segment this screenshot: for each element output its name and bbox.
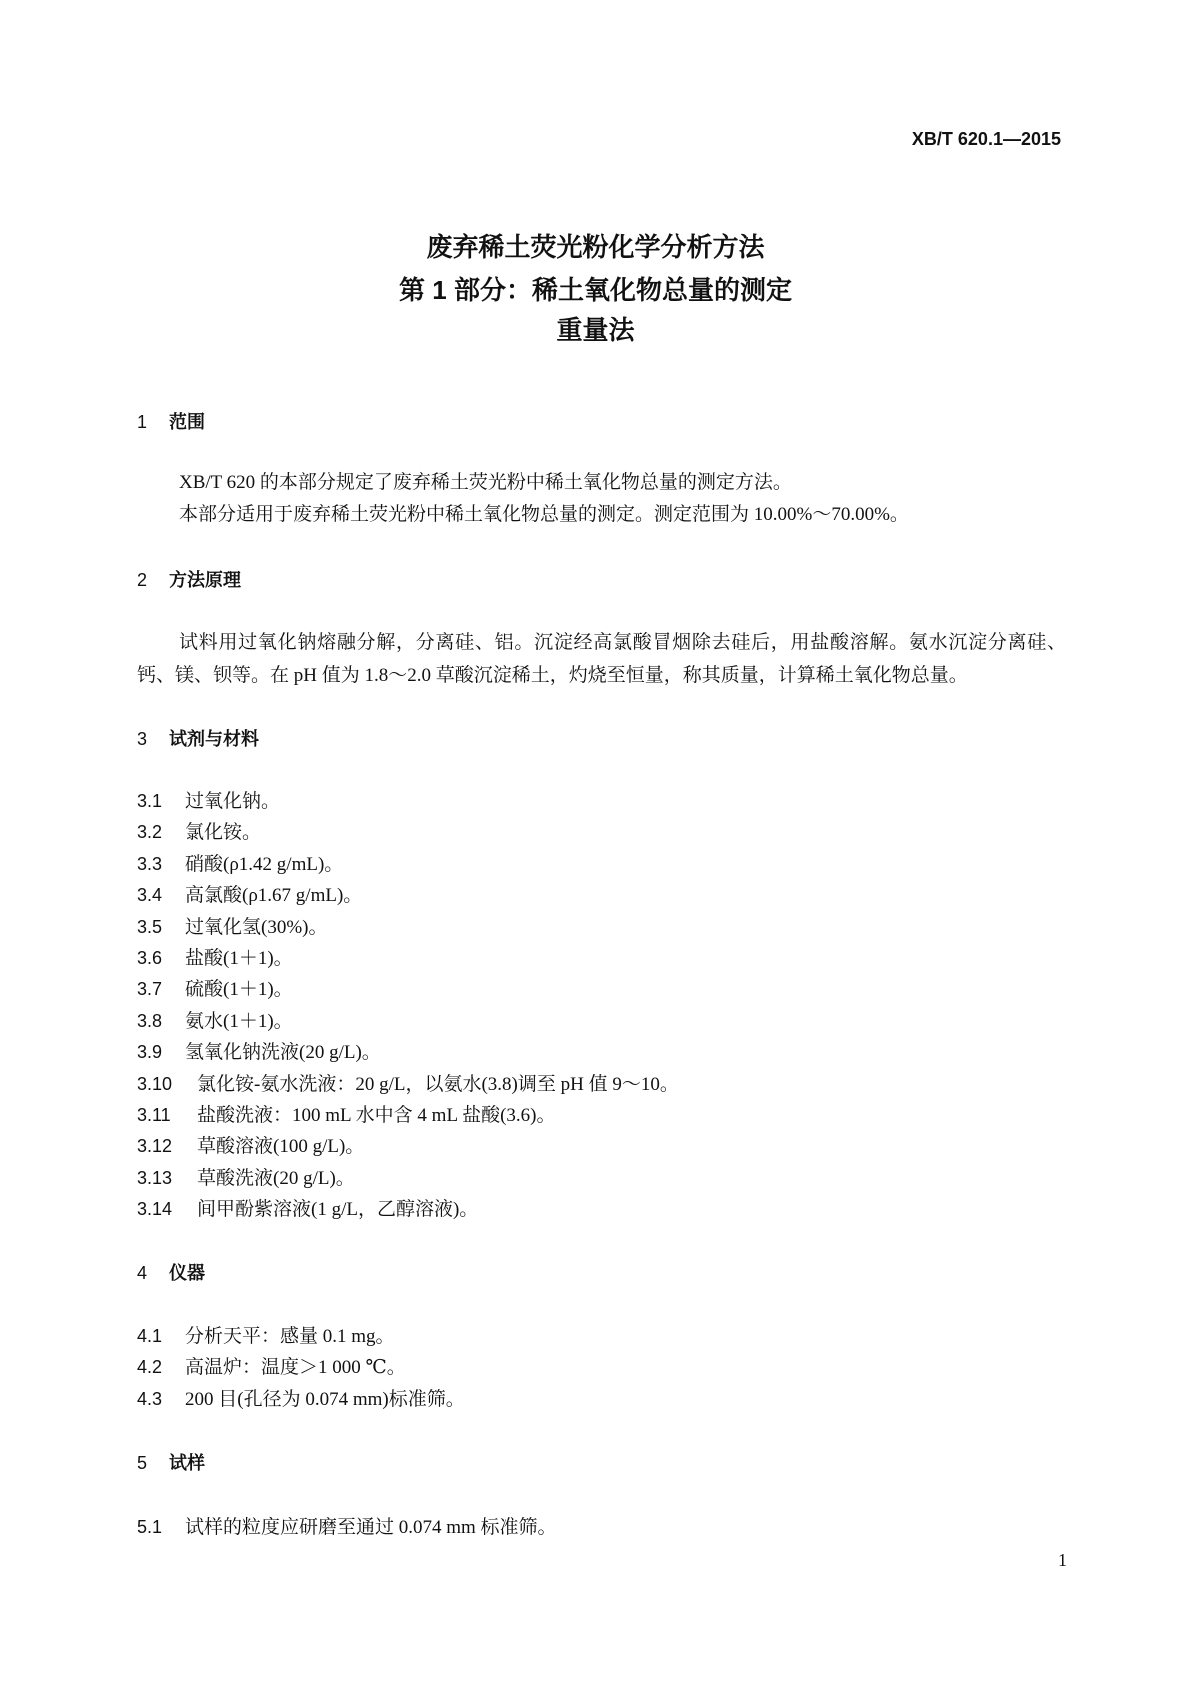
item-number: 3.8 [137, 1010, 163, 1031]
section-heading-1 [137, 407, 205, 437]
item-number: 3.5 [137, 916, 163, 937]
item-text: 氢氧化钠洗液(20 g/L)。 [185, 1042, 381, 1064]
list-item [137, 1069, 679, 1100]
item-text: 硝酸(ρ1.42 g/mL)。 [185, 853, 344, 875]
item-number: 3.10 [137, 1073, 173, 1094]
item-number: 4.3 [137, 1388, 163, 1409]
item-number: 4.1 [137, 1326, 163, 1346]
list-item [137, 1006, 293, 1037]
document-title-line1: 废弃稀土荧光粉化学分析方法 [426, 232, 765, 262]
section-number: 1 [137, 412, 148, 432]
item-text: 草酸洗液(20 g/L)。 [197, 1167, 355, 1189]
item-text: 氯化铵-氨水洗液：20 g/L，以氨水(3.8)调至 pH 值 9～10。 [197, 1073, 679, 1095]
section-number: 5 [137, 1453, 148, 1473]
section-number: 2 [137, 570, 148, 590]
item-text: 盐酸(1＋1)。 [185, 948, 293, 969]
list-item [137, 1131, 364, 1162]
list-item [137, 1384, 465, 1415]
list-item [137, 786, 280, 817]
section-title: 试样 [169, 1453, 205, 1473]
item-number: 3.4 [137, 885, 163, 906]
section-title: 仪器 [169, 1263, 205, 1283]
list-item [137, 912, 327, 943]
list-item [137, 1512, 557, 1543]
list-item [137, 1037, 381, 1068]
list-item [137, 849, 343, 880]
item-text: 盐酸洗液：100 mL 水中含 4 mL 盐酸(3.6)。 [197, 1105, 556, 1126]
list-item [137, 817, 261, 848]
standard-number: XB/T 620.1—2015 [911, 129, 1061, 149]
item-number: 3.9 [137, 1042, 163, 1063]
item-text: 分析天平：感量 0.1 mg。 [185, 1326, 395, 1347]
item-text: 高温炉：温度＞1 000 ℃。 [185, 1357, 406, 1379]
list-item [137, 1100, 556, 1131]
scope-paragraph-1: XB/T 620 的本部分规定了废弃稀土荧光粉中稀土氧化物总量的测定方法。 [179, 472, 792, 493]
list-item [137, 1163, 355, 1194]
item-number: 3.7 [137, 979, 163, 1000]
section-number: 3 [137, 729, 148, 749]
item-number: 5.1 [137, 1517, 163, 1537]
page-number: 1 [1058, 1550, 1067, 1570]
document-title-line3: 重量法 [556, 315, 635, 345]
item-number: 3.6 [137, 948, 163, 968]
document-title-line2: 第 1 部分：稀土氧化物总量的测定 [399, 275, 792, 305]
item-text: 氨水(1＋1)。 [185, 1010, 293, 1032]
section-number: 4 [137, 1263, 148, 1283]
item-text: 过氧化钠。 [185, 791, 281, 812]
item-number: 3.11 [137, 1105, 171, 1125]
item-number: 3.12 [137, 1136, 173, 1157]
item-number: 3.3 [137, 853, 163, 874]
item-number: 3.2 [137, 822, 163, 843]
section-heading-2 [137, 565, 241, 595]
section-heading-4 [137, 1258, 205, 1288]
item-text: 过氧化氢(30%)。 [185, 916, 328, 938]
item-text: 高氯酸(ρ1.67 g/mL)。 [185, 885, 363, 907]
list-item [137, 1321, 395, 1352]
section-title: 试剂与材料 [169, 729, 259, 749]
list-item [137, 1194, 478, 1225]
item-text: 氯化铵。 [185, 822, 262, 844]
list-item [137, 974, 293, 1005]
list-item [137, 1352, 406, 1383]
list-item [137, 943, 293, 974]
item-number: 3.1 [137, 791, 163, 811]
item-number: 3.14 [137, 1199, 173, 1220]
section-heading-3 [137, 724, 259, 754]
item-number: 3.13 [137, 1167, 173, 1188]
item-text: 间甲酚紫溶液(1 g/L，乙醇溶液)。 [197, 1199, 479, 1221]
item-text: 试样的粒度应研磨至通过 0.074 mm 标准筛。 [185, 1517, 557, 1538]
section-title: 方法原理 [169, 570, 241, 590]
principle-paragraph: 试料用过氧化钠熔融分解，分离硅、铝。沉淀经高氯酸冒烟除去硅后，用盐酸溶解。氨水沉淀分离硅、钙、镁、钡等。在 pH 值为 1.8～2.0 草酸沉淀稀土，灼烧至恒量，称其质量，计算稀土氧化物总量。 [137, 632, 1066, 686]
section-title: 范围 [169, 412, 205, 432]
item-text: 硫酸(1＋1)。 [185, 979, 293, 1001]
item-number: 4.2 [137, 1357, 163, 1378]
item-text: 200 目(孔径为 0.074 mm)标准筛。 [185, 1388, 465, 1410]
item-text: 草酸溶液(100 g/L)。 [197, 1136, 365, 1158]
scope-paragraph-2: 本部分适用于废弃稀土荧光粉中稀土氧化物总量的测定。测定范围为 10.00%～70.00%。 [179, 504, 909, 525]
section-heading-5 [137, 1448, 205, 1478]
list-item [137, 880, 362, 911]
